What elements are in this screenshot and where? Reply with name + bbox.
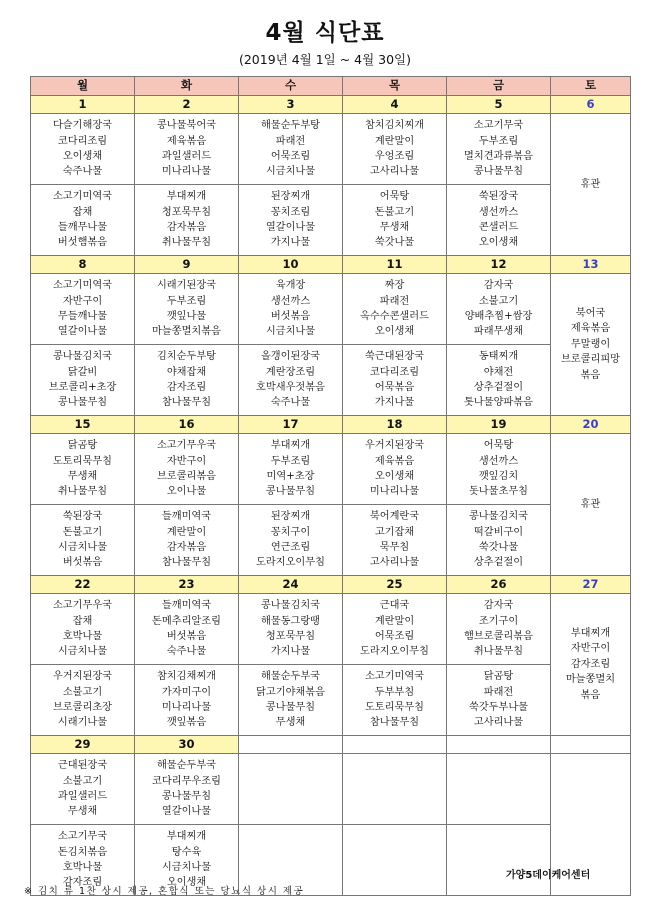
dish-name: 브로콜리+초장: [48, 382, 117, 393]
dish-name: 돈김치볶음: [57, 846, 108, 858]
dish-name: 브로콜리피망: [560, 354, 621, 366]
dish-name: 들깨무나물: [57, 222, 108, 233]
date-cell: 6: [551, 96, 631, 114]
dish-name: 오이생채: [374, 326, 415, 338]
dish-name: 자반구이: [570, 643, 611, 655]
dish-name: 브로콜리볶음: [156, 471, 217, 482]
dinner-menu-cell: [31, 505, 135, 576]
date-cell: 30: [135, 736, 239, 754]
dish-name: 무생채: [67, 471, 98, 482]
dinner-menu-cell: [31, 345, 135, 416]
dish-name: 다슬기해장국: [52, 120, 113, 132]
dish-name: 취나물무침: [57, 486, 108, 498]
date-cell: [551, 736, 631, 754]
dish-name: 쑥갓나물: [374, 237, 415, 249]
dish-name: 버섯햄볶음: [57, 237, 108, 249]
dish-name: 소불고기: [62, 686, 103, 698]
dinner-menu-cell: [239, 185, 343, 256]
dish-name: 버섯볶음: [270, 311, 311, 322]
dish-name: 미나리나물: [161, 166, 212, 178]
dish-name: 어묵탕: [483, 440, 514, 452]
dish-name: 콩나물김치국: [52, 351, 113, 363]
date-cell: 22: [31, 576, 135, 594]
lunch-menu-cell: [343, 434, 447, 505]
dish-name: 도라지오이무침: [360, 646, 429, 658]
date-cell: 3: [239, 96, 343, 114]
dish-name: 소고기무우국: [52, 600, 113, 612]
dinner-menu-cell: [447, 345, 551, 416]
date-cell: 25: [343, 576, 447, 594]
dish-name: 미역+초장: [266, 471, 315, 482]
lunch-row: [31, 434, 631, 505]
dish-name: 연근조림: [270, 542, 311, 553]
dish-name: 상추겉절이: [473, 557, 524, 569]
dish-name: 소고기미역국: [364, 671, 425, 683]
dish-name: 콩나물무침: [473, 166, 524, 178]
page-title: 4월 식단표: [265, 20, 385, 46]
dish-name: 탕수육: [171, 846, 202, 858]
dish-name: 시금치나물: [161, 862, 212, 873]
dish-name: 파래무생채: [473, 326, 524, 338]
lunch-menu-cell: [343, 594, 447, 665]
dish-name: 휴관: [580, 498, 601, 510]
dish-name: 가지나물: [374, 397, 415, 409]
dish-name: 닭곰탕: [483, 671, 514, 683]
dish-name: 코다리조림: [369, 366, 420, 378]
date-cell: 17: [239, 416, 343, 434]
dish-name: 소고기무국: [473, 120, 524, 132]
lunch-menu-cell: [135, 594, 239, 665]
dish-name: 올갱이된장국: [260, 351, 321, 363]
weekday-header: 토: [551, 77, 631, 96]
dish-name: 부대찌개: [166, 831, 207, 843]
dish-name: 들깨미역국: [161, 600, 212, 612]
dish-name: 열갈이나물: [161, 806, 212, 818]
lunch-menu-cell: [447, 274, 551, 345]
dish-name: 버섯볶음: [62, 557, 103, 569]
dish-name: 볶음: [580, 689, 601, 701]
dish-name: 가자미구이: [161, 686, 212, 698]
dish-name: 쑥갓나물: [478, 542, 519, 553]
dish-name: 참나물무침: [161, 557, 212, 569]
dish-name: 오이생채: [374, 471, 415, 482]
date-cell: 26: [447, 576, 551, 594]
dinner-row: [31, 185, 631, 256]
weekday-header: 월: [31, 77, 135, 96]
weekday-header: 금: [447, 77, 551, 96]
dish-name: 된장찌개: [270, 511, 311, 523]
dish-name: 호박나물: [62, 862, 103, 873]
date-cell: 9: [135, 256, 239, 274]
dish-name: 도토리묵무침: [52, 455, 113, 467]
dish-name: 시금치나물: [57, 646, 108, 658]
dish-name: 무생채: [67, 806, 98, 818]
dish-name: 톳나물양파볶음: [464, 397, 533, 409]
dish-name: 코다리조림: [57, 135, 108, 147]
dish-name: 야채전: [483, 366, 514, 378]
dish-name: 시금치나물: [265, 166, 316, 178]
dish-name: 소고기미역국: [52, 280, 113, 292]
dish-name: 어묵조림: [270, 151, 311, 162]
date-cell: [343, 736, 447, 754]
dish-name: 파래전: [483, 686, 514, 698]
dish-name: 양배추찜+쌈장: [464, 311, 533, 322]
date-cell: 16: [135, 416, 239, 434]
date-cell: 4: [343, 96, 447, 114]
dish-name: 오이생채: [478, 237, 519, 249]
dish-name: 무생채: [379, 222, 410, 233]
lunch-menu-cell: [239, 594, 343, 665]
dinner-menu-cell: [447, 505, 551, 576]
lunch-menu-cell: [239, 274, 343, 345]
dish-name: 감자조림: [62, 877, 103, 889]
dish-name: 떡갈비구이: [473, 526, 524, 538]
dinner-row: [31, 345, 631, 416]
lunch-row: [31, 594, 631, 665]
dish-name: 콩나물북어국: [156, 120, 217, 132]
lunch-menu-cell: [447, 434, 551, 505]
dish-name: 열갈이나물: [265, 222, 316, 233]
dish-name: 닭고기야채볶음: [256, 686, 325, 698]
dish-name: 육개장: [275, 280, 306, 292]
dish-name: 제육볶음: [374, 455, 415, 467]
dish-name: 닭곰탕: [67, 440, 98, 452]
dish-name: 버섯볶음: [166, 631, 207, 642]
dish-name: 감자조림: [570, 658, 611, 670]
dish-name: 소불고기: [478, 295, 519, 307]
dish-name: 깻잎김치: [478, 471, 519, 482]
dish-name: 상추겉절이: [473, 382, 524, 393]
dish-name: 시금치나물: [57, 542, 108, 553]
dish-name: 제육볶음: [570, 323, 611, 335]
date-cell: 20: [551, 416, 631, 434]
dish-name: 콩나물김치국: [468, 511, 529, 523]
date-cell: 19: [447, 416, 551, 434]
dish-name: 청포묵무침: [161, 206, 212, 218]
dish-name: 청포묵무침: [265, 631, 316, 642]
dish-name: 고사리나물: [369, 166, 420, 178]
saturday-menu-cell: [551, 114, 631, 256]
dish-name: 열갈이나물: [57, 326, 108, 338]
lunch-menu-cell: [31, 274, 135, 345]
dish-name: 부대찌개: [570, 627, 611, 639]
lunch-menu-cell: [447, 114, 551, 185]
dish-name: 자반구이: [166, 455, 207, 467]
dish-name: 가지나물: [270, 646, 311, 658]
dish-name: 생선까스: [478, 455, 519, 467]
dish-name: 들깨미역국: [161, 511, 212, 523]
dish-name: 우거지된장국: [364, 440, 425, 452]
dish-name: 숙주나물: [166, 646, 207, 658]
dish-name: 꽁치조림: [270, 206, 311, 218]
dish-name: 코다리무우조림: [152, 775, 221, 787]
dish-name: 시래기나물: [57, 717, 108, 729]
dish-name: 감자국: [483, 280, 514, 292]
dish-name: 계란장조림: [265, 366, 316, 378]
date-row: [31, 416, 631, 434]
dish-name: 휴관: [580, 178, 601, 190]
saturday-menu-cell: [551, 594, 631, 736]
date-cell: 29: [31, 736, 135, 754]
dish-name: 해물순두부탕: [260, 120, 321, 132]
saturday-menu-cell: [551, 434, 631, 576]
dish-name: 계란말이: [374, 615, 415, 627]
dish-name: 부대찌개: [166, 191, 207, 203]
dish-name: 근대국: [379, 600, 410, 612]
dish-name: 두부부침: [374, 686, 415, 698]
dish-name: 쑥근대된장국: [364, 351, 425, 363]
dish-name: 브로콜리초장: [52, 702, 113, 713]
dish-name: 쑥된장국: [478, 191, 519, 203]
dinner-menu-cell: [31, 185, 135, 256]
dinner-menu-cell: [239, 665, 343, 736]
lunch-menu-cell: [447, 594, 551, 665]
dish-name: 콩나물무침: [265, 486, 316, 498]
dish-name: 쑥된장국: [62, 511, 103, 523]
dish-name: 미나리나물: [369, 486, 420, 498]
dish-name: 깻잎볶음: [166, 717, 207, 729]
dish-name: 시금치나물: [265, 326, 316, 338]
weekday-header: 수: [239, 77, 343, 96]
dinner-menu-cell: [343, 825, 447, 896]
dish-name: 두부조림: [270, 455, 311, 467]
dish-name: 고사리나물: [369, 557, 420, 569]
dish-name: 볶음: [580, 369, 601, 381]
dish-name: 우엉조림: [374, 151, 415, 162]
dish-name: 잡채: [72, 615, 93, 627]
dish-name: 시래기된장국: [156, 280, 217, 292]
lunch-row: [31, 114, 631, 185]
date-row: [31, 256, 631, 274]
dish-name: 파래전: [275, 135, 306, 147]
lunch-menu-cell: [135, 274, 239, 345]
dinner-menu-cell: [135, 665, 239, 736]
dish-name: 해물순두부국: [260, 671, 321, 683]
footnote: ※ 김치 류 1찬 상시 제공, 혼합식 또는 당뇨식 상시 제공: [24, 886, 305, 897]
date-cell: 8: [31, 256, 135, 274]
dish-name: 소불고기: [62, 775, 103, 787]
dish-name: 감자볶음: [166, 542, 207, 553]
weekday-header: 화: [135, 77, 239, 96]
dish-name: 숙주나물: [62, 166, 103, 178]
dish-name: 북어국: [575, 307, 606, 319]
dish-name: 우거지된장국: [52, 671, 113, 683]
lunch-menu-cell: [135, 114, 239, 185]
date-range: (2019년 4월 1일 ~ 4월 30일): [238, 52, 412, 67]
dish-name: 고사리나물: [473, 717, 524, 729]
weekday-header: 목: [343, 77, 447, 96]
dish-name: 꽁치구이: [270, 526, 311, 538]
dish-name: 무말랭이: [570, 338, 611, 350]
dish-name: 제육볶음: [166, 135, 207, 147]
lunch-row: [31, 274, 631, 345]
dish-name: 어묵조림: [374, 631, 415, 642]
lunch-menu-cell: [135, 754, 239, 825]
dish-name: 콩나물무침: [161, 791, 212, 802]
date-row: [31, 576, 631, 594]
dish-name: 취나물무침: [473, 646, 524, 658]
dish-name: 호박나물: [62, 631, 103, 642]
dish-name: 콩나물무침: [57, 397, 108, 409]
dish-name: 잡채: [72, 206, 93, 218]
lunch-menu-cell: [343, 274, 447, 345]
dinner-menu-cell: [447, 665, 551, 736]
dish-name: 두부조림: [478, 135, 519, 147]
lunch-row: [31, 754, 631, 825]
date-cell: [447, 736, 551, 754]
date-row: [31, 736, 631, 754]
dish-name: 마늘쫑멸치볶음: [152, 326, 221, 338]
dish-name: 감자국: [483, 600, 514, 612]
dish-name: 근대된장국: [57, 760, 108, 772]
dinner-menu-cell: [343, 185, 447, 256]
dish-name: 돈불고기: [62, 526, 103, 538]
dish-name: 계란말이: [374, 135, 415, 147]
lunch-menu-cell: [239, 434, 343, 505]
dish-name: 도토리묵무침: [364, 702, 425, 713]
weekday-header-row: [31, 77, 631, 96]
dish-name: 소고기미역국: [52, 191, 113, 203]
dish-name: 깻잎나물: [166, 311, 207, 322]
dish-name: 오이생채: [166, 877, 207, 889]
dinner-menu-cell: [135, 185, 239, 256]
dish-name: 오이나물: [166, 486, 207, 498]
center-name: 가양5데이케어센터: [506, 870, 591, 881]
dish-name: 도라지오이무침: [256, 557, 325, 569]
lunch-menu-cell: [31, 754, 135, 825]
date-cell: 23: [135, 576, 239, 594]
dish-name: 마늘쫑멸치: [565, 674, 616, 686]
dish-name: 된장찌개: [270, 191, 311, 203]
dish-name: 고기잡채: [374, 526, 415, 538]
dish-name: 파래전: [379, 295, 410, 307]
dish-name: 과일샐러드: [57, 791, 108, 802]
dish-name: 해물순두부국: [156, 760, 217, 772]
date-cell: 12: [447, 256, 551, 274]
dish-name: 멸치견과류볶음: [464, 151, 533, 162]
lunch-menu-cell: [135, 434, 239, 505]
dish-name: 소고기무국: [57, 831, 108, 843]
dish-name: 야채잡채: [166, 366, 207, 378]
dinner-menu-cell: [343, 345, 447, 416]
dish-name: 계란말이: [166, 526, 207, 538]
dish-name: 콩나물무침: [265, 702, 316, 713]
dish-name: 참치김채찌개: [156, 671, 217, 683]
dish-name: 과일샐러드: [161, 151, 212, 162]
lunch-menu-cell: [447, 754, 551, 825]
dish-name: 콘샐러드: [478, 222, 519, 233]
dish-name: 김치순두부탕: [156, 351, 217, 363]
dinner-menu-cell: [135, 505, 239, 576]
dinner-menu-cell: [343, 505, 447, 576]
date-cell: 18: [343, 416, 447, 434]
dish-name: 생선까스: [478, 206, 519, 218]
dinner-menu-cell: [239, 505, 343, 576]
date-cell: 1: [31, 96, 135, 114]
date-cell: 27: [551, 576, 631, 594]
dish-name: 오이생채: [62, 151, 103, 162]
dinner-menu-cell: [239, 345, 343, 416]
dish-name: 취나물무침: [161, 237, 212, 249]
date-cell: 10: [239, 256, 343, 274]
dish-name: 두부조림: [166, 295, 207, 307]
dish-name: 가지나물: [270, 237, 311, 249]
lunch-menu-cell: [343, 114, 447, 185]
dish-name: 소고기무우국: [156, 440, 217, 452]
date-cell: 13: [551, 256, 631, 274]
dish-name: 북어계란국: [369, 511, 420, 523]
dinner-menu-cell: [343, 665, 447, 736]
dish-name: 햄브로콜리볶음: [464, 631, 533, 642]
dinner-menu-cell: [135, 345, 239, 416]
dish-name: 해물동그랑땡: [260, 615, 321, 627]
dish-name: 어묵탕: [379, 191, 410, 203]
dish-name: 돈불고기: [374, 206, 415, 218]
dish-name: 부대찌개: [270, 440, 311, 452]
menu-table: [30, 76, 631, 896]
dish-name: 돗나물초무침: [468, 486, 529, 498]
dish-name: 미나리나물: [161, 702, 212, 713]
dish-name: 어묵볶음: [374, 382, 415, 393]
dish-name: 호박새우젓볶음: [256, 382, 325, 393]
dinner-menu-cell: [447, 825, 551, 896]
dish-name: 생선까스: [270, 295, 311, 307]
saturday-menu-cell: [551, 274, 631, 416]
dish-name: 감자볶음: [166, 222, 207, 233]
dish-name: 자반구이: [62, 295, 103, 307]
date-cell: 11: [343, 256, 447, 274]
dish-name: 닭갈비: [67, 366, 98, 378]
dinner-menu-cell: [31, 665, 135, 736]
dish-name: 숙주나물: [270, 397, 311, 409]
lunch-menu-cell: [239, 114, 343, 185]
dish-name: 참나물무침: [369, 717, 420, 729]
dish-name: 쑥갓두부나물: [468, 702, 529, 713]
date-cell: 15: [31, 416, 135, 434]
dinner-menu-cell: [447, 185, 551, 256]
lunch-menu-cell: [31, 594, 135, 665]
lunch-menu-cell: [239, 754, 343, 825]
dish-name: 무생채: [275, 717, 306, 729]
dish-name: 조기구이: [478, 615, 519, 627]
dish-name: 돈메추리알조림: [152, 615, 221, 627]
dish-name: 콩나물김치국: [260, 600, 321, 612]
dish-name: 감자조림: [166, 382, 207, 393]
dish-name: 짜장: [384, 280, 405, 292]
date-cell: 5: [447, 96, 551, 114]
date-cell: 2: [135, 96, 239, 114]
dish-name: 옥수수콘샐러드: [360, 311, 429, 322]
date-row: [31, 96, 631, 114]
dish-name: 동태찌개: [478, 351, 519, 363]
lunch-menu-cell: [31, 114, 135, 185]
dinner-row: [31, 505, 631, 576]
date-cell: [239, 736, 343, 754]
dish-name: 묵무침: [379, 542, 410, 553]
dinner-row: [31, 665, 631, 736]
lunch-menu-cell: [31, 434, 135, 505]
dish-name: 참나물무침: [161, 397, 212, 409]
dish-name: 무들깨나물: [57, 311, 108, 322]
lunch-menu-cell: [343, 754, 447, 825]
dish-name: 참치김치찌개: [364, 120, 425, 132]
date-cell: 24: [239, 576, 343, 594]
